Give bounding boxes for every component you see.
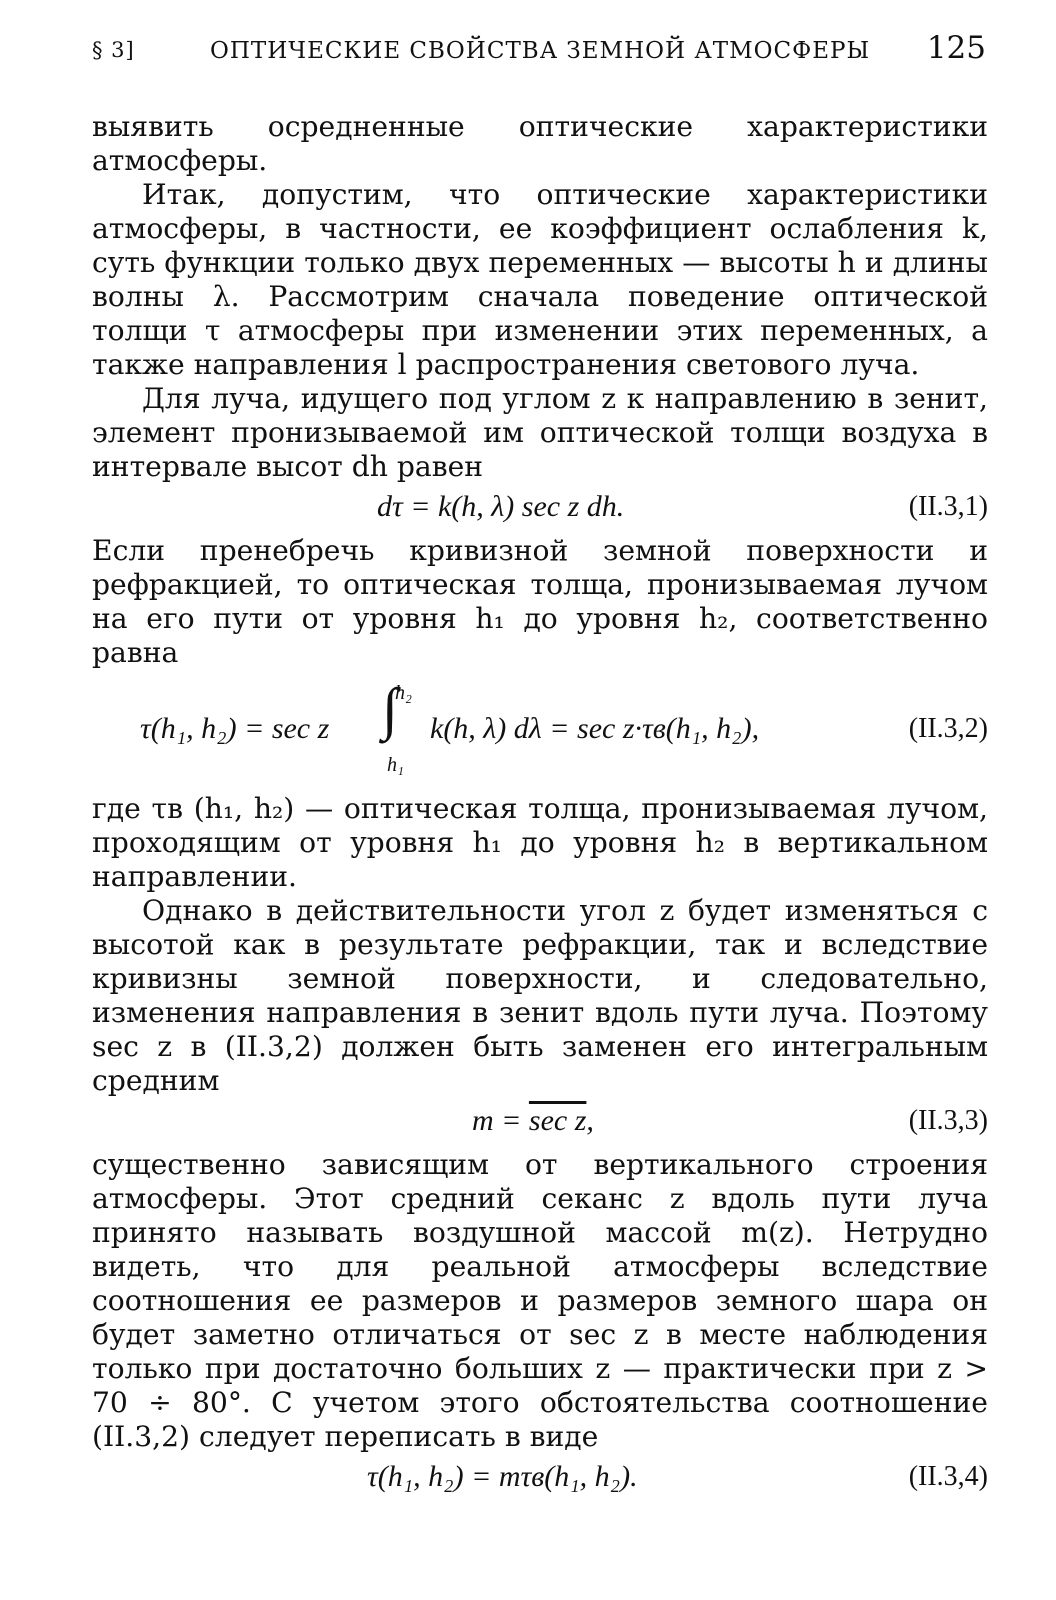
equation-4 — [92, 1460, 988, 1494]
equation-2-number: (II.3,2) — [908, 713, 988, 744]
integral-sign: ∫ — [382, 676, 398, 741]
paragraph-2: Итак, допустим, что оптические характеристики атмосферы, в частности, ее коэффициент ослабления k, суть функции только двух переменных — высоты h и длины волны λ. Рассмотрим сначала поведение оптической толщи τ атмосферы при изменении этих переменных, а также направления l распространения светового луча. — [92, 178, 988, 381]
equation-1-formula: dτ = k(h, λ) sec z dh. — [377, 490, 625, 523]
equation-2-rhs: k(h, λ) dλ = sec z·τв(h₁, h₂), — [430, 712, 760, 745]
paragraph-7: существенно зависящим от вертикального строения атмосферы. Этот средний секанс z вдоль пути луча принято называть воздушной массой m(z). Нетрудно видеть, что для реальной атмосферы вследствие соотношения ее размеров и размеров земного шара он будет заметно отличаться от sec z в месте наблюдения только при достаточно больших z — практически при z > 70 ÷ 80°. С учетом этого обстоятельства соотношение (II.3,2) следует переписать в виде — [92, 1148, 988, 1453]
equation-3-lhs: m = — [472, 1104, 529, 1137]
integral-lower-limit: h₁ — [387, 754, 404, 776]
paragraph-3: Для луча, идущего под углом z к направлению в зенит, элемент пронизываемой им оптической толщи воздуха в интервале высот dh равен — [92, 382, 988, 483]
equation-1 — [92, 490, 988, 524]
equation-3-tail: , — [586, 1104, 594, 1137]
equation-4-formula: τ(h₁, h₂) = mτв(h₁, h₂). — [367, 1460, 638, 1493]
section-mark: § 3] — [92, 38, 135, 62]
equation-4-number: (II.3,4) — [908, 1461, 988, 1492]
paragraph-1: выявить осредненные оптические характеристики атмосферы. — [92, 110, 988, 177]
equation-1-number: (II.3,1) — [908, 491, 988, 522]
equation-2-lhs: τ(h₁, h₂) = sec z — [140, 712, 330, 745]
running-title: ОПТИЧЕСКИЕ СВОЙСТВА ЗЕМНОЙ АТМОСФЕРЫ — [210, 38, 871, 64]
equation-3-number: (II.3,3) — [908, 1105, 988, 1136]
integral-upper-limit: h₂ — [395, 682, 412, 704]
equation-2 — [92, 676, 988, 778]
equation-3-formula — [472, 1104, 594, 1138]
page-body — [92, 110, 988, 1504]
paragraph-6: Однако в действительности угол z будет изменяться с высотой как в результате рефракции, так и вследствие кривизны земной поверхности, и следовательно, изменения направления в зенит вдоль пути луча. Поэтому sec z в (II.3,2) должен быть заменен его интегральным средним — [92, 894, 988, 1097]
page-number: 125 — [926, 30, 986, 66]
paragraph-4: Если пренебречь кривизной земной поверхности и рефракцией, то оптическая толща, пронизываемая лучом на его пути от уровня h₁ до уровня h₂, соответственно равна — [92, 534, 988, 669]
equation-3-mean-secant: sec z — [528, 1104, 587, 1137]
paragraph-5: где τв (h₁, h₂) — оптическая толща, пронизываемая лучом, проходящим от уровня h₁ до уровня h₂ в вертикальном направлении. — [92, 792, 988, 893]
running-header — [92, 28, 986, 68]
equation-3 — [92, 1104, 988, 1138]
